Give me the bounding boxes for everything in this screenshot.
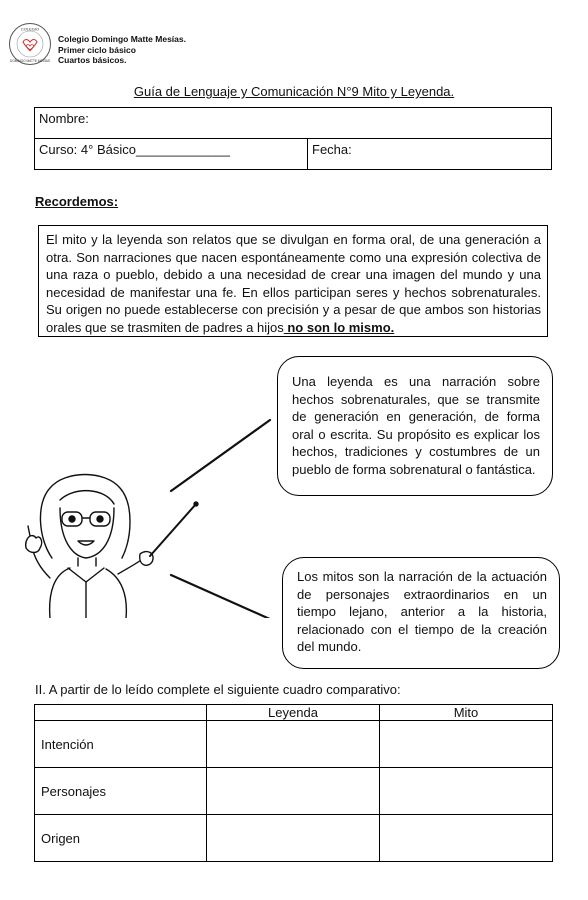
school-grade: Cuartos básicos. bbox=[58, 55, 127, 65]
table-row bbox=[35, 768, 553, 815]
intro-box bbox=[38, 225, 548, 337]
mito-cell[interactable] bbox=[380, 815, 553, 862]
mito-cell[interactable] bbox=[380, 768, 553, 815]
teacher-with-pointer-icon bbox=[10, 408, 280, 618]
mito-cell[interactable] bbox=[380, 721, 553, 768]
comparison-table bbox=[34, 704, 553, 862]
leyenda-cell[interactable] bbox=[207, 721, 380, 768]
name-field[interactable]: Nombre: bbox=[34, 107, 552, 139]
leyenda-bubble bbox=[277, 356, 553, 496]
leyenda-definition: Una leyenda es una narración sobre hechos sobrenaturales, que se transmite de generación en generación, de forma oral o escrita. Su propósito es explicar los hechos, tradiciones y costumbres de un pueblo de forma sobrenatural o fantástica. bbox=[292, 374, 540, 477]
leyenda-cell[interactable] bbox=[207, 815, 380, 862]
header-mito: Mito bbox=[380, 705, 553, 721]
row-label: Origen bbox=[35, 815, 207, 862]
school-crest-icon bbox=[8, 22, 52, 66]
row-label: Personajes bbox=[35, 768, 207, 815]
instruction: II. A partir de lo leído complete el siguiente cuadro comparativo: bbox=[35, 682, 401, 697]
logo-top-text: COLEGIO bbox=[20, 26, 40, 32]
mito-bubble bbox=[282, 557, 560, 669]
guide-title: Guía de Lenguaje y Comunicación N°9 Mito y Leyenda. bbox=[133, 84, 455, 99]
school-info bbox=[58, 34, 186, 66]
table-row bbox=[35, 815, 553, 862]
table-row bbox=[35, 721, 553, 768]
logo-bottom-text: DOMINGO MATTE MESÍAS bbox=[10, 59, 50, 63]
mito-definition: Los mitos son la narración de la actuación de personajes extraordinarios en un tiempo lejano, anterior a la historia, relacionado con el tiempo de la creación del mundo. bbox=[297, 569, 547, 654]
table-header-row bbox=[35, 705, 553, 721]
course-field[interactable]: Curso: 4° Básico_____________ bbox=[34, 138, 308, 170]
school-cycle: Primer ciclo básico bbox=[58, 44, 136, 55]
section-heading: Recordemos: bbox=[35, 194, 119, 209]
date-field[interactable]: Fecha: bbox=[307, 138, 552, 170]
header-empty bbox=[35, 705, 207, 721]
intro-emphasis: no son lo mismo. bbox=[283, 319, 395, 335]
leyenda-cell[interactable] bbox=[207, 768, 380, 815]
intro-text: El mito y la leyenda son relatos que se divulgan en forma oral, de una generación a otra. Son narraciones que nacen espontáneamente como una expresión colectiva de una raza o pueblo, debido a una necesidad de crear una imagen del mundo y una necesidad de manifestar una fe. En ellos participan seres y hechos sobrenaturales. Su origen no puede establecerse con precisión y a pesar de que ambos son historias orales que se trasmiten de padres a hijos bbox=[46, 232, 541, 335]
header-leyenda: Leyenda bbox=[207, 705, 380, 721]
row-label: Intención bbox=[35, 721, 207, 768]
school-name: Colegio Domingo Matte Mesías. bbox=[58, 34, 186, 44]
